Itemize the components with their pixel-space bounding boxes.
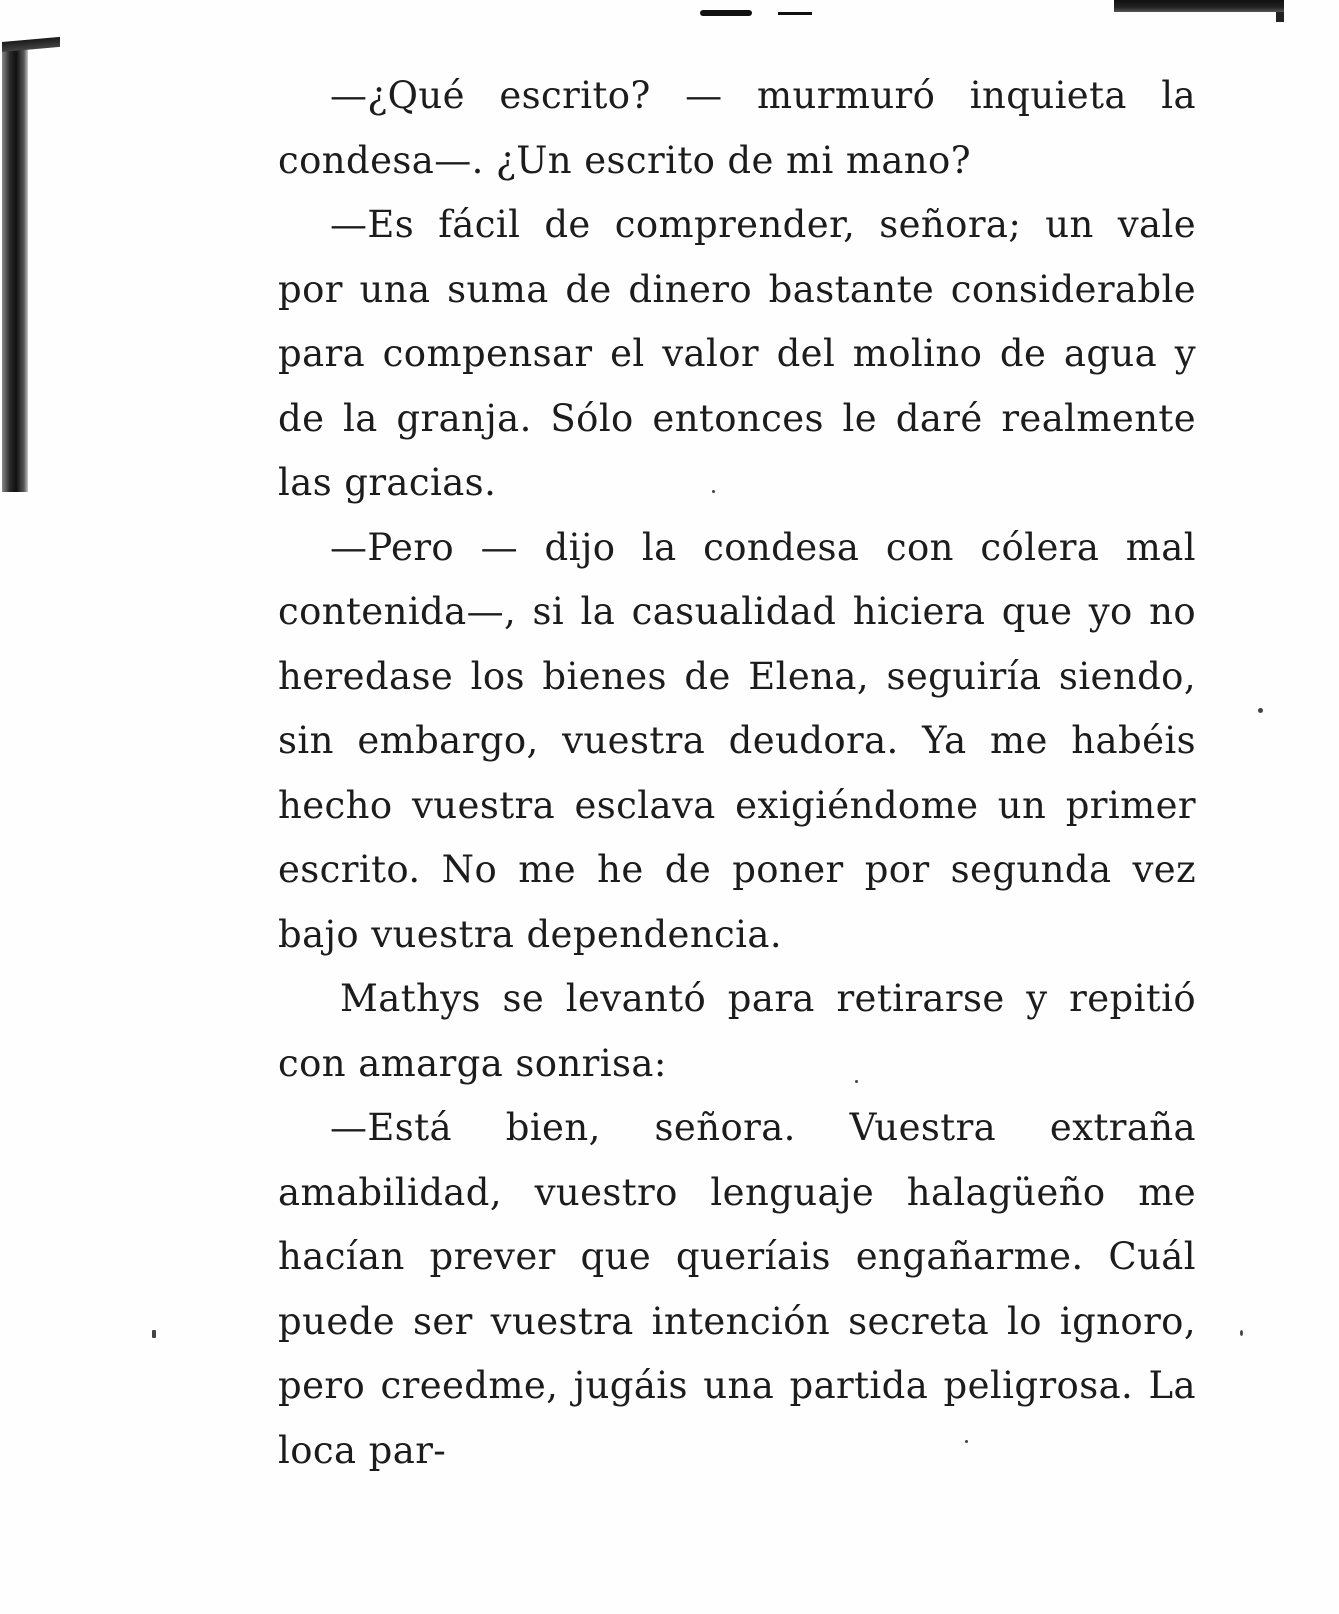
- body-text: [278, 64, 1196, 1483]
- running-head-rule: [778, 12, 812, 15]
- paragraph-5: —Está bien, señora. Vuestra extraña amabilidad, vuestro lenguaje halagüeño me hacían prever que queríais engañarme. Cuál puede ser vuestra intención secreta lo ignoro, pero creedme, jugáis una partida peligrosa. La loca par-: [278, 1106, 1196, 1472]
- scan-corner-shadow: [1114, 0, 1284, 12]
- running-head-ornament: [700, 10, 752, 16]
- paragraph-4: Mathys se levantó para retirarse y repitió con amarga sonrisa:: [278, 977, 1196, 1085]
- scan-left-edge: [2, 42, 60, 492]
- paragraph-1: —¿Qué escrito? — murmuró inquieta la condesa—. ¿Un escrito de mi mano?: [278, 74, 1196, 182]
- paragraph-2: —Es fácil de comprender, señora; un vale por una suma de dinero bastante considerable para compensar el valor del molino de agua y de la granja. Sólo entonces le daré realmente las gracias.: [278, 203, 1196, 504]
- paragraph-3: —Pero — dijo la condesa con cólera mal contenida—, si la casualidad hiciera que yo no heredase los bienes de Elena, seguiría siendo, sin embargo, vuestra deudora. Ya me habéis hecho vuestra esclava exigiéndome un primer escrito. No me he de poner por segunda vez bajo vuestra dependencia.: [278, 525, 1196, 956]
